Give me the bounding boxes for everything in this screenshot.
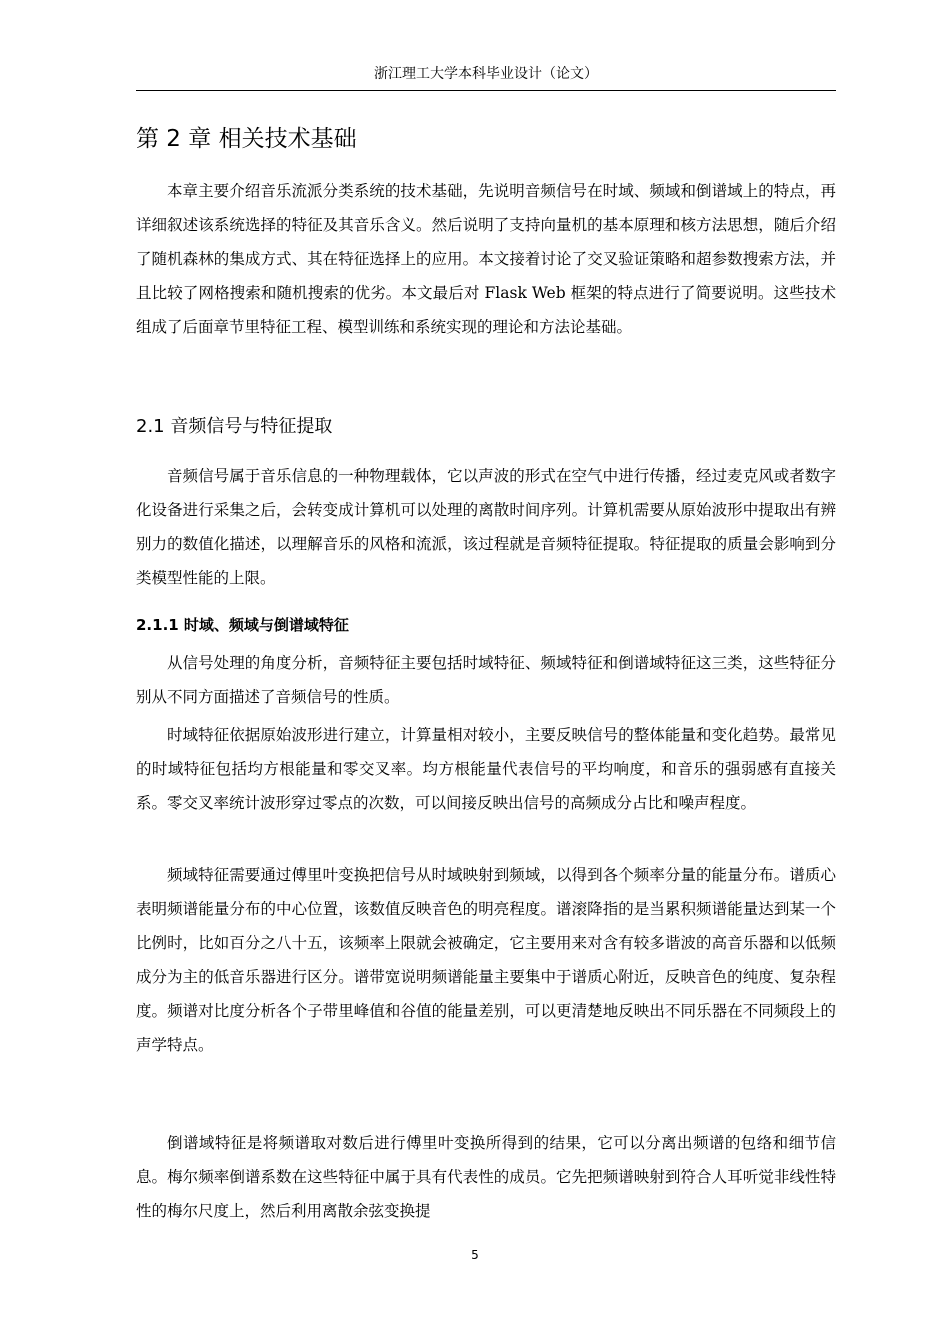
- chapter-intro-paragraph: 本章主要介绍音乐流派分类系统的技术基础，先说明音频信号在时域、频域和倒谱域上的特点，再详细叙述该系统选择的特征及其音乐含义。然后说明了支持向量机的基本原理和核方法思想，随后介绍了随机森林的集成方式、其在特征选择上的应用。本文接着讨论了交叉验证策略和超参数搜索方法，并且比较了网格搜索和随机搜索的优劣。本文最后对 Flask Web 框架的特点进行了简要说明。这些技术组成了后面章节里特征工程、模型训练和系统实现的理论和方法论基础。: [136, 182, 836, 336]
- subsection-paragraph-4: 倒谱域特征是将频谱取对数后进行傅里叶变换所得到的结果，它可以分离出频谱的包络和细节信息。梅尔频率倒谱系数在这些特征中属于具有代表性的成员。它先把频谱映射到符合人耳听觉非线性特性的梅尔尺度上，然后利用离散余弦变换提: [136, 1134, 836, 1220]
- subsection-paragraph-2: 时域特征依据原始波形进行建立，计算量相对较小，主要反映信号的整体能量和变化趋势。最常见的时域特征包括均方根能量和零交叉率。均方根能量代表信号的平均响度，和音乐的强弱感有直接关系。零交叉率统计波形穿过零点的次数，可以间接反映出信号的高频成分占比和噪声程度。: [136, 726, 836, 812]
- section-title-2-1: 2.1 音频信号与特征提取: [136, 416, 333, 437]
- page-number: 5: [471, 1248, 479, 1262]
- subsection-paragraph-3: 频域特征需要通过傅里叶变换把信号从时域映射到频域，以得到各个频率分量的能量分布。谱质心表明频谱能量分布的中心位置，该数值反映音色的明亮程度。谱滚降指的是当累积频谱能量达到某一个比例时，比如百分之八十五，该频率上限就会被确定，它主要用来对含有较多谐波的高音乐器和以低频成分为主的低音乐器进行区分。谱带宽说明频谱能量主要集中于谱质心附近，反映音色的纯度、复杂程度。频谱对比度分析各个子带里峰值和谷值的能量差别，可以更清楚地反映出不同乐器在不同频段上的声学特点。: [136, 866, 836, 1054]
- running-header: 浙江理工大学本科毕业设计（论文）: [374, 66, 598, 82]
- subsection-title-2-1-1: 2.1.1 时域、频域与倒谱域特征: [136, 616, 349, 634]
- subsection-paragraph-1: 从信号处理的角度分析，音频特征主要包括时域特征、频域特征和倒谱域特征这三类，这些特征分别从不同方面描述了音频信号的性质。: [136, 654, 836, 706]
- chapter-title: 第 2 章 相关技术基础: [136, 126, 357, 152]
- header-rule: [136, 90, 836, 91]
- section-2-1-paragraph: 音频信号属于音乐信息的一种物理载体，它以声波的形式在空气中进行传播，经过麦克风或者数字化设备进行采集之后，会转变成计算机可以处理的离散时间序列。计算机需要从原始波形中提取出有辨别力的数值化描述，以理解音乐的风格和流派，该过程就是音频特征提取。特征提取的质量会影响到分类模型性能的上限。: [136, 467, 836, 587]
